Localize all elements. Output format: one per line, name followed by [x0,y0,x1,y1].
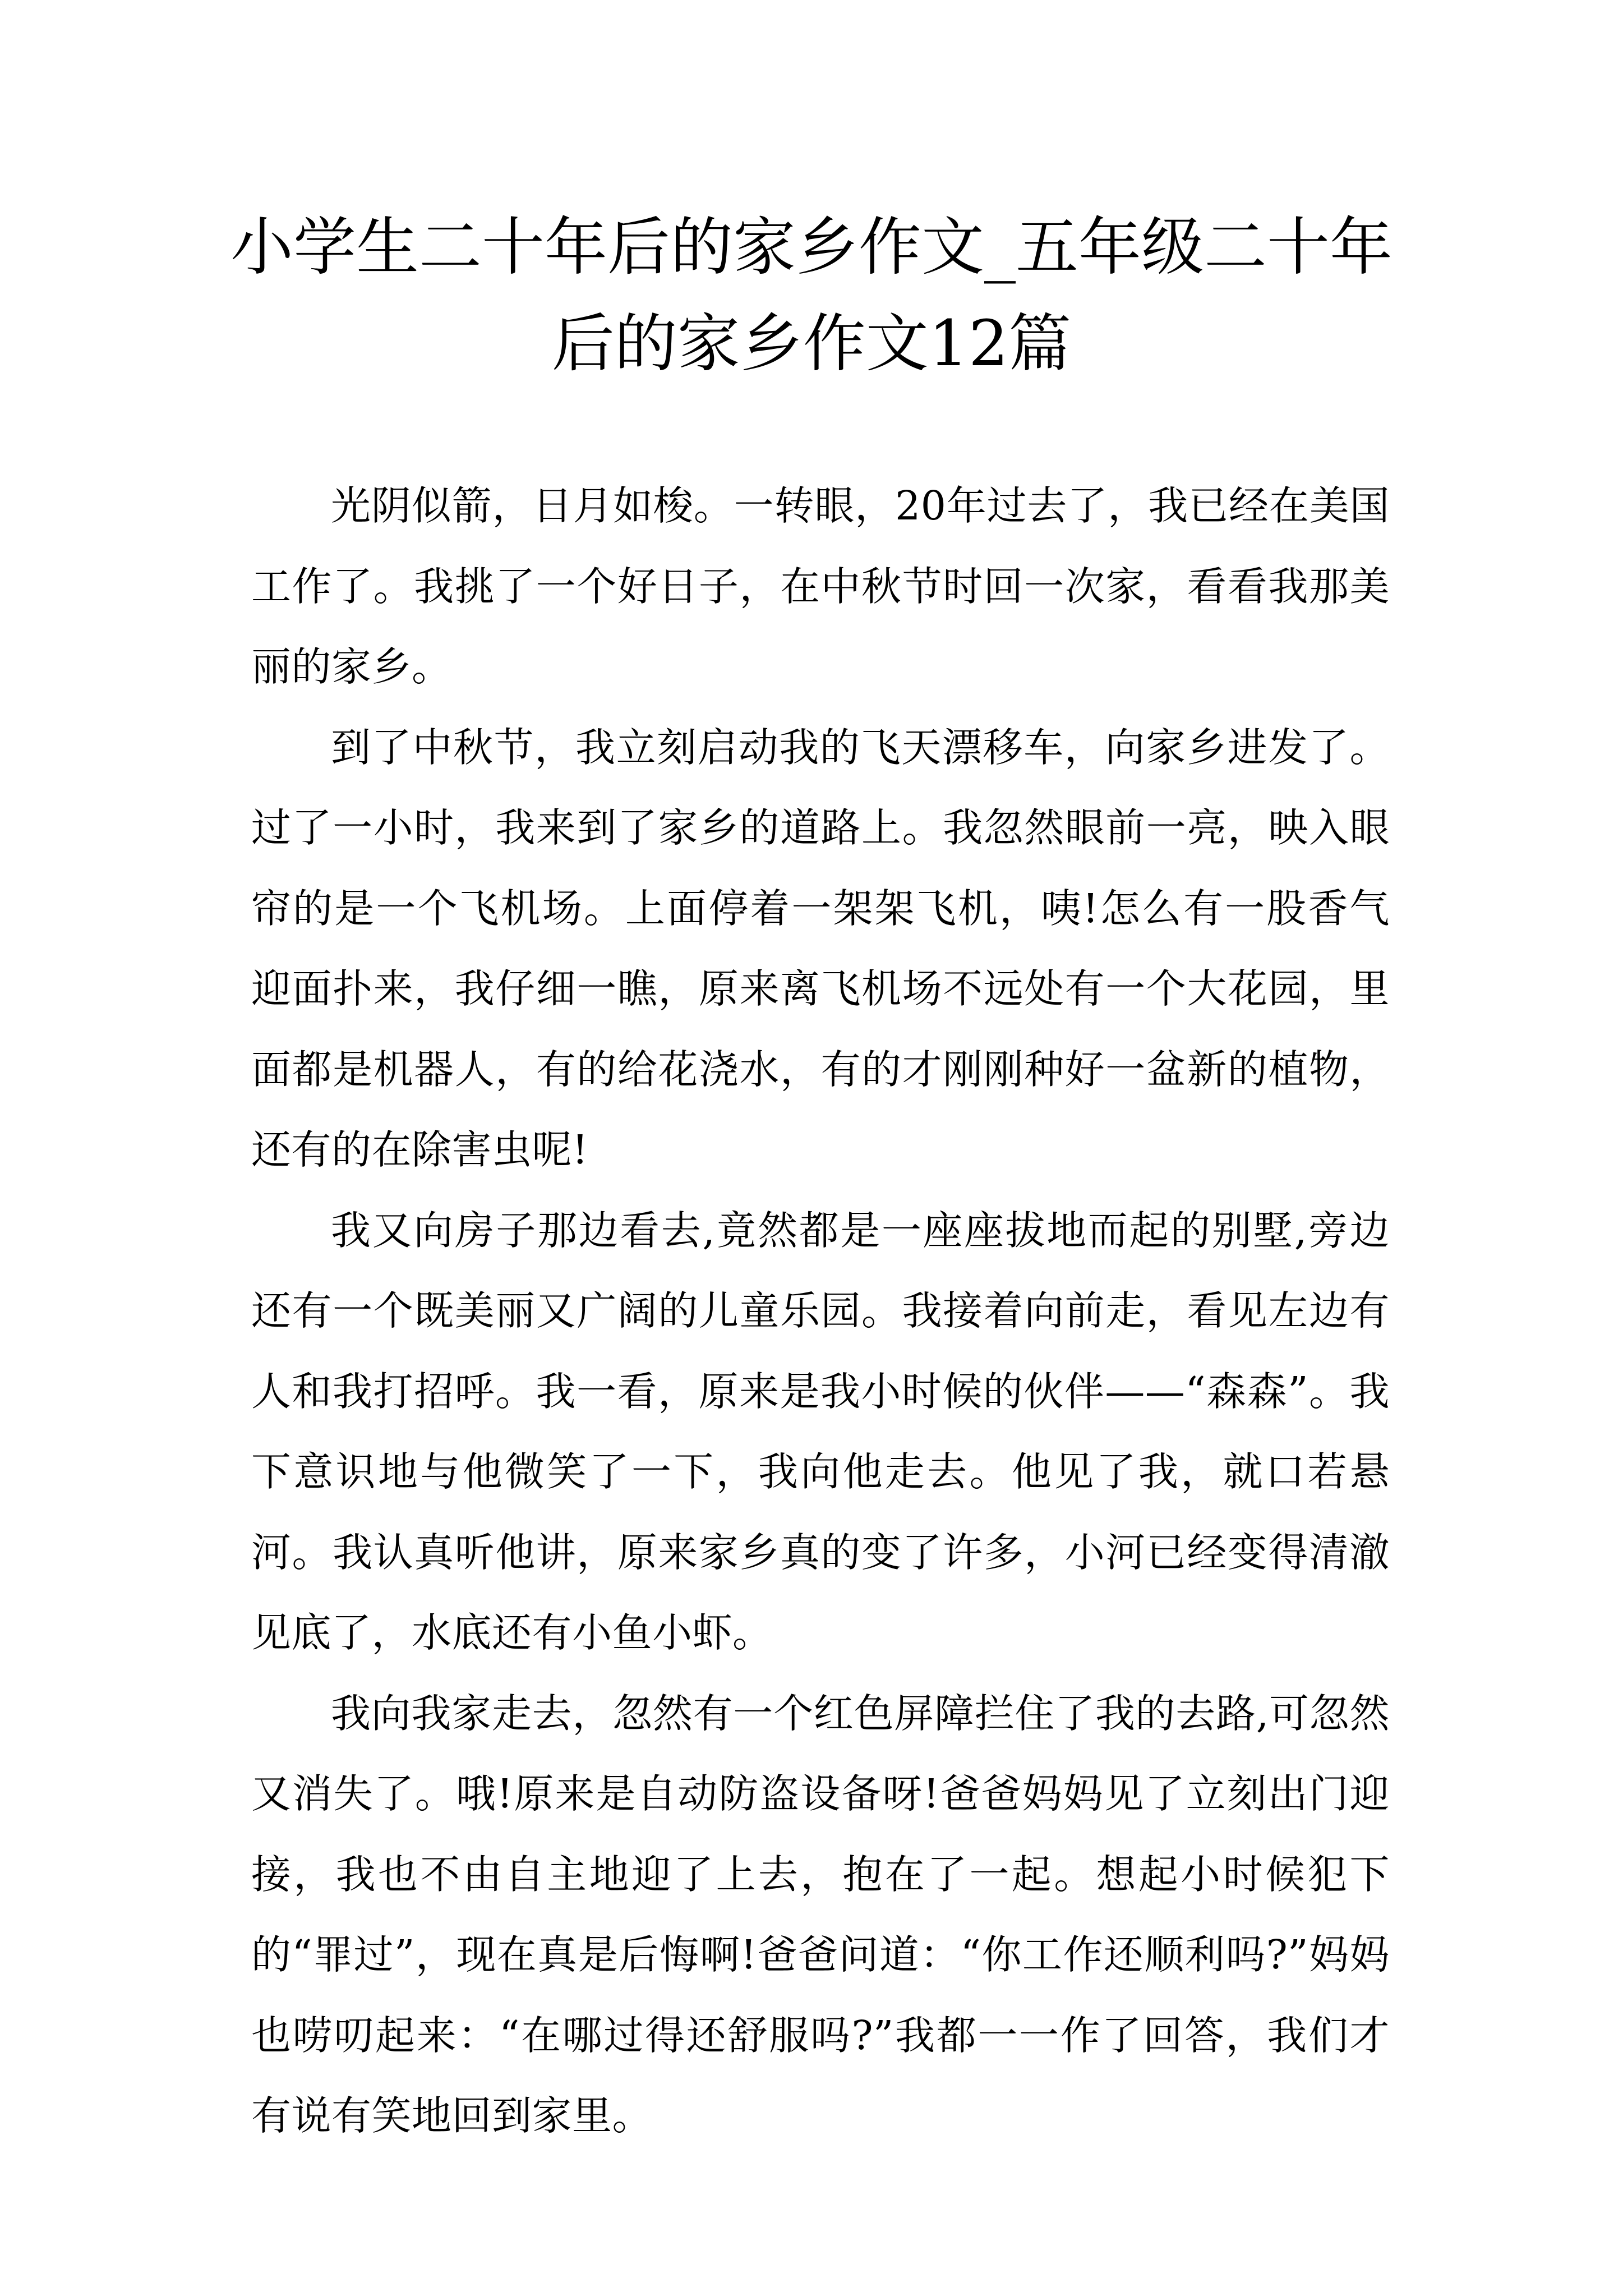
paragraph-1: 光阴似箭，日月如梭。一转眼，20年过去了，我已经在美国工作了。我挑了一个好日子，在中秋节时回一次家，看看我那美丽的家乡。 [251,482,1390,690]
document-title: 小学生二十年后的家乡作文_五年级二十年后的家乡作文12篇 [230,211,1393,380]
paragraph-2: 到了中秋节，我立刻启动我的飞天漂移车，向家乡进发了。过了一小时，我来到了家乡的道路上。我忽然眼前一亮，映入眼帘的是一个飞机场。上面停着一架架飞机，咦!怎么有一股香气迎面扑来，我仔细一瞧，原来离飞机场不远处有一个大花园，里面都是机器人，有的给花浇水，有的才刚刚种好一盆新的植物，还有的在除害虫呢! [251,724,1390,1173]
paragraph-4: 我向我家走去，忽然有一个红色屏障拦住了我的去路,可忽然又消失了。哦!原来是自动防盗设备呀!爸爸妈妈见了立刻出门迎接，我也不由自主地迎了上去，抱在了一起。想起小时候犯下的“罪过”，现在真是后悔啊!爸爸问道：“你工作还顺利吗?”妈妈也唠叨起来：“在哪过得还舒服吗?”我都一一作了回答，我们才有说有笑地回到家里。 [251,1690,1390,2139]
document-body [251,466,1390,2156]
paragraph-3: 我又向房子那边看去,竟然都是一座座拔地而起的别墅,旁边还有一个既美丽又广阔的儿童乐园。我接着向前走，看见左边有人和我打招呼。我一看，原来是我小时候的伙伴——“森森”。我下意识地与他微笑了一下，我向他走去。他见了我，就口若悬河。我认真听他讲，原来家乡真的变了许多，小河已经变得清澈见底了，水底还有小鱼小虾。 [251,1207,1390,1656]
